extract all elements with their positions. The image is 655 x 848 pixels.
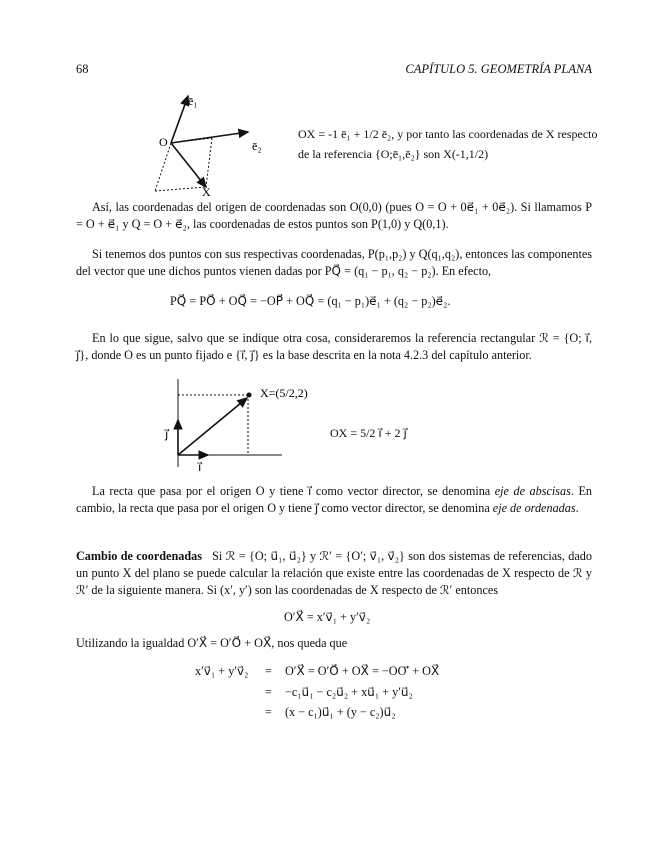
term-eje-abscisas: eje de abscisas bbox=[494, 484, 571, 498]
eq3-lhs: x′v⃗₁ + y′v⃗₂ bbox=[195, 664, 249, 678]
label-x: X bbox=[202, 185, 211, 198]
figure2-caption: OX = 5/2 i⃗ + 2 j⃗ bbox=[330, 426, 407, 440]
paragraph-axes bbox=[76, 483, 592, 517]
p5-text: Si ℛ = {O; u⃗₁, u⃗₂} y ℛ′ = {O′; v⃗₁, v⃗₂} son dos sistemas de referencias, dado un punto X del plano se puede calcular la relación que existe entre las coordenadas de X respecto de ℛ y ℛ′ de la siguiente manera. Si (x′, y′) son las coordenadas de X respecto de ℛ′ entonces bbox=[76, 549, 592, 597]
paragraph-using-equality: Utilizando la igualdad O′X⃗ = O′O⃗ + OX⃗, nos queda que bbox=[76, 636, 348, 650]
paragraph-origin-coords: Así, las coordenadas del origen de coordenadas son O(0,0) (pues O = O + 0e⃗₁ + 0e⃗₂). Si llamamos P = O + e⃗₁ y Q = O + e⃗₂, las coordenadas de estos puntos son P(1,0) y Q(0,1). bbox=[76, 200, 592, 231]
point-x bbox=[247, 393, 252, 398]
vector-ox bbox=[171, 143, 206, 187]
p4-text-e: . bbox=[575, 501, 579, 515]
term-eje-ordenadas: eje de ordenadas bbox=[492, 501, 576, 515]
section-title: Cambio de coordenadas bbox=[76, 549, 202, 563]
label-point-x: X=(5/2,2) bbox=[260, 386, 308, 400]
eq3-eq3: = bbox=[265, 705, 272, 719]
running-header: CAPÍTULO 5. GEOMETRÍA PLANA bbox=[405, 62, 592, 76]
figure-vectors-e1-e2 bbox=[140, 88, 290, 198]
figure1-caption-line2: de la referencia {O;ē₁,ē₂} son X(-1,1/2) bbox=[298, 147, 489, 161]
eq3-eq1: = bbox=[265, 664, 272, 678]
vector-e1 bbox=[171, 96, 188, 143]
page-number: 68 bbox=[76, 62, 89, 76]
vector-e2 bbox=[171, 132, 248, 143]
paragraph-rectangular-ref: En lo que sigue, salvo que se indique otra cosa, consideraremos la referencia rectangular ℛ = {O; i⃗, j⃗}, donde O es un punto fijado e {i⃗, j⃗} es la base descrita en la nota 4.2.3 del capítulo anterior. bbox=[76, 331, 592, 362]
equation-pq: PQ⃗ = PO⃗ + OQ⃗ = −OP⃗ + OQ⃗ = (q₁ − p₁)e⃗₁ + (q₂ − p₂)e⃗₂. bbox=[170, 294, 451, 308]
figure1-caption-line1: OX = -1 ē₁ + 1/2 ē₂, y por tanto las coordenadas de X respecto bbox=[298, 127, 598, 141]
equation-ox-prime: O′X⃗ = x′v⃗₁ + y′v⃗₂ bbox=[284, 610, 371, 624]
eq3-row2: −c₁u⃗₁ − c₂u⃗₂ + xu⃗₁ + y′u⃗₂ bbox=[285, 685, 413, 699]
label-e2: ē₂ bbox=[252, 139, 262, 153]
eq3-eq2: = bbox=[265, 685, 272, 699]
label-i: i⃗ bbox=[198, 460, 202, 474]
figure-rectangular-coords bbox=[150, 375, 330, 475]
eq3-row3: (x − c₁)u⃗₁ + (y − c₂)u⃗₂ bbox=[285, 705, 396, 719]
vector-ox-2 bbox=[178, 398, 247, 455]
paragraph-two-points: Si tenemos dos puntos con sus respectivas coordenadas, P(p₁,p₂) y Q(q₁,q₂), entonces las componentes del vector que une dichos puntos vienen dadas por PQ⃗ = (q₁ − p₁, q₂ − p₂). En efecto, bbox=[76, 247, 592, 278]
p4-text-c: . En cambio, la recta que pasa por el origen O y tiene j⃗ como vector director, se denomina bbox=[76, 484, 593, 515]
label-origin: O bbox=[159, 135, 168, 149]
label-e1: ē₁ bbox=[188, 94, 198, 108]
paragraph-change-of-coordinates bbox=[76, 548, 592, 599]
label-j: j⃗ bbox=[165, 427, 169, 441]
eq3-row1: O′X⃗ = O′O⃗ + OX⃗ = −OO′⃗ + OX⃗ bbox=[285, 664, 440, 678]
p4-text-a: La recta que pasa por el origen O y tiene i⃗ como vector director, se denomina bbox=[92, 484, 495, 498]
